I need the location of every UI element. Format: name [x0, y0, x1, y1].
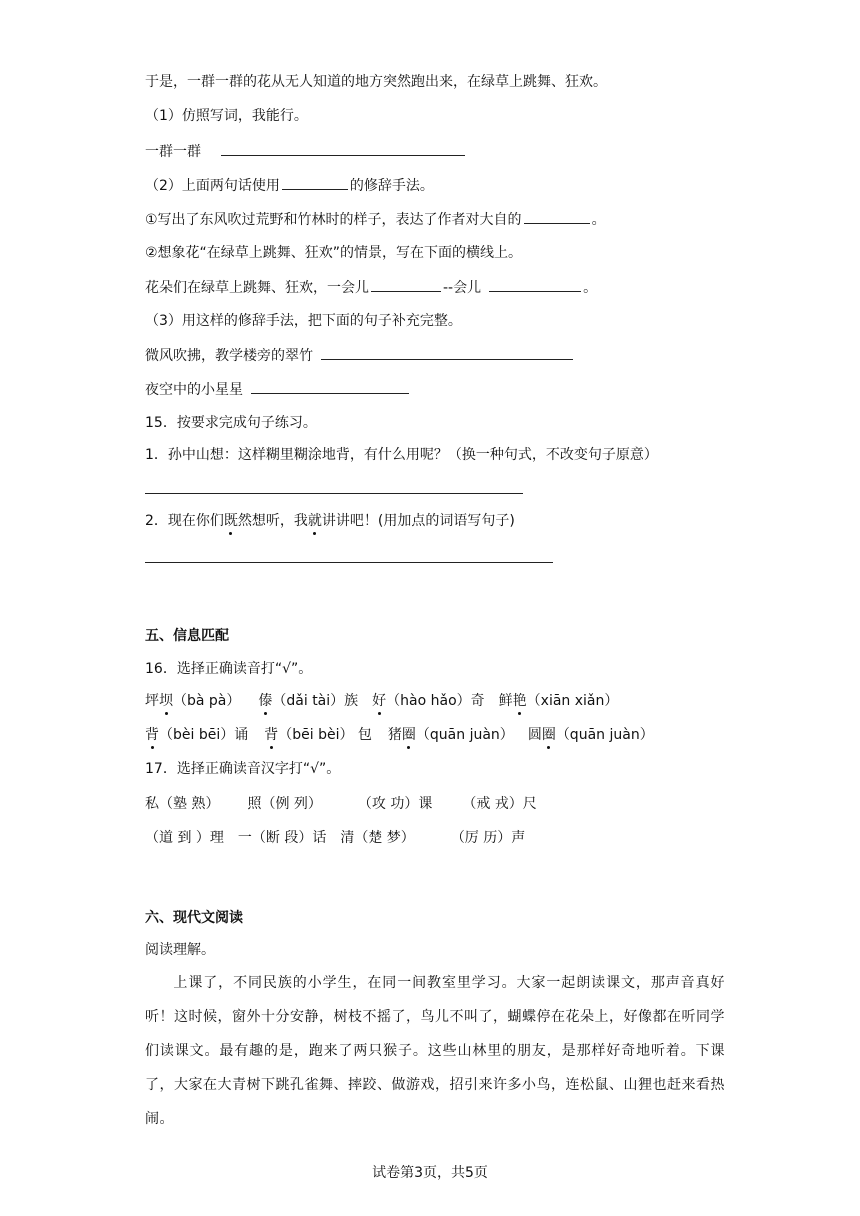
pinyin-options[interactable]: （bà pà）: [173, 693, 241, 709]
blank-p2[interactable]: [282, 175, 348, 190]
q17-item[interactable]: （攻 功）课: [357, 796, 433, 812]
q17-item[interactable]: （道 到 ）理: [145, 830, 224, 846]
q16-item: [372, 693, 485, 709]
char: 圆: [527, 727, 542, 743]
blank-p1[interactable]: [221, 141, 465, 156]
q16-item: [145, 693, 240, 709]
q16-item: [258, 693, 358, 709]
q15-item1: 1．孙中山想：这样糊里糊涂地背，有什么用呢？（换一种句式，不改变句子原意）: [145, 447, 658, 463]
q16-row2: [145, 725, 654, 745]
blank-c3-b[interactable]: [489, 277, 581, 292]
q16-item: [528, 727, 654, 743]
q17-item[interactable]: （戒 戎）尺: [462, 796, 537, 812]
reading-subtitle: 阅读理解。: [145, 942, 215, 958]
dotted-char: 背: [145, 727, 159, 743]
q17-row1: [145, 794, 537, 814]
char: 猪: [387, 727, 402, 743]
q14-c1-text: ①写出了东风吹过荒野和竹林时的样子，表达了作者对大自的: [145, 212, 522, 228]
blank-c3-a[interactable]: [371, 277, 441, 292]
q14-s2-text: 夜空中的小星星: [145, 382, 243, 398]
q14-s2: [145, 379, 411, 400]
pinyin-options[interactable]: （bèi bēi）诵: [159, 727, 249, 743]
q15-title: 15．按要求完成句子练习。: [145, 415, 317, 431]
q17-item[interactable]: 一（断 段）话: [237, 830, 327, 846]
q16-item: [145, 727, 248, 743]
q16-item: [499, 693, 619, 709]
q14-part1-line: [145, 141, 467, 162]
dotted-char: 艳: [512, 693, 527, 709]
q17-item[interactable]: 清（楚 梦）: [340, 830, 415, 846]
blank-s2[interactable]: [251, 379, 409, 394]
q14-c2: ②想象花“在绿草上跳舞、狂欢”的情景，写在下面的横线上。: [145, 245, 523, 261]
q14-part2-end: 的修辞手法。: [349, 178, 434, 194]
char: 鲜: [498, 693, 513, 709]
answer-line-2[interactable]: [145, 562, 553, 563]
answer-line-1[interactable]: [145, 493, 523, 494]
dotted-char: 圈: [541, 727, 556, 743]
q17-title: 17．选择正确读音汉字打“√”。: [145, 761, 341, 777]
q14-c1: [145, 209, 606, 230]
char: 坪: [145, 693, 159, 709]
q14-part1-word: 一群一群: [145, 144, 201, 160]
q16-row1: [145, 691, 618, 711]
pinyin-options[interactable]: （dǎi tài）族: [272, 693, 359, 709]
pinyin-options[interactable]: （xiān xiǎn）: [526, 693, 619, 709]
q15-item2-a: 2．现在你们: [145, 513, 224, 529]
q17-row2: [145, 828, 525, 848]
q15-item2-b: 然想听，我: [237, 513, 308, 529]
dotted-char: 就: [307, 513, 322, 529]
q14-c3: [145, 277, 597, 298]
q14-c3-b: --会儿: [443, 280, 482, 296]
section-6-title: 六、现代文阅读: [145, 910, 243, 926]
dotted-char: 傣: [258, 693, 273, 709]
q16-item: [264, 727, 372, 743]
q15-item2: [145, 511, 515, 531]
q16-item: [388, 727, 514, 743]
dotted-char: 圈: [401, 727, 416, 743]
pinyin-options[interactable]: （bēi bèi） 包: [278, 727, 372, 743]
q14-part2-text: （2）上面两句话使用: [145, 178, 280, 194]
q14-part3: （3）用这样的修辞手法，把下面的句子补充完整。: [145, 313, 462, 329]
q16-title: 16．选择正确读音打“√”。: [145, 661, 313, 677]
dotted-char: 好: [372, 693, 387, 709]
q14-c1-end: 。: [591, 212, 606, 228]
reading-passage: [145, 966, 725, 1136]
q14-part2: [145, 175, 434, 196]
dotted-char: 既: [223, 513, 238, 529]
dotted-char: 坝: [159, 693, 173, 709]
section-5-title: 五、信息匹配: [145, 628, 229, 644]
pinyin-options[interactable]: （quān juàn）: [555, 727, 654, 743]
q14-part1: （1）仿照写词，我能行。: [145, 108, 308, 124]
blank-c1[interactable]: [524, 209, 590, 224]
q14-c3-a: 花朵们在绿草上跳舞、狂欢，一会儿: [145, 280, 369, 296]
q14-s1: [145, 345, 575, 366]
page-footer: 试卷第3页，共5页: [372, 1165, 488, 1181]
dotted-char: 背: [264, 727, 279, 743]
q15-item2-c: 讲讲吧！(用加点的词语写句子): [321, 513, 515, 529]
q14-c3-end: 。: [583, 280, 598, 296]
passage-text: 上课了，不同民族的小学生，在同一间教室里学习。大家一起朗读课文，那声音真好听！这时候，窗外十分安静，树枝不摇了，鸟儿不叫了，蝴蝶停在花朵上，好像都在听同学们读课文。最有趣的是，跑来了两只猴子。这些山林里的朋友，是那样好奇地听着。下课了，大家在大青树下跳孔雀舞、摔跤、做游戏，招引来许多小鸟，连松鼠、山狸也赶来看热闹。: [145, 975, 725, 1127]
pinyin-options[interactable]: （quān juàn）: [415, 727, 514, 743]
pinyin-options[interactable]: （hào hǎo）奇: [386, 693, 485, 709]
q17-item[interactable]: 私（塾 熟）: [145, 796, 220, 812]
q17-item[interactable]: 照（例 列）: [247, 796, 322, 812]
q14-s1-text: 微风吹拂，教学楼旁的翠竹: [145, 348, 313, 364]
q14-intro: 于是，一群一群的花从无人知道的地方突然跑出来，在绿草上跳舞、狂欢。: [145, 74, 607, 90]
q17-item[interactable]: （厉 历）声: [450, 830, 526, 846]
blank-s1[interactable]: [321, 345, 573, 360]
